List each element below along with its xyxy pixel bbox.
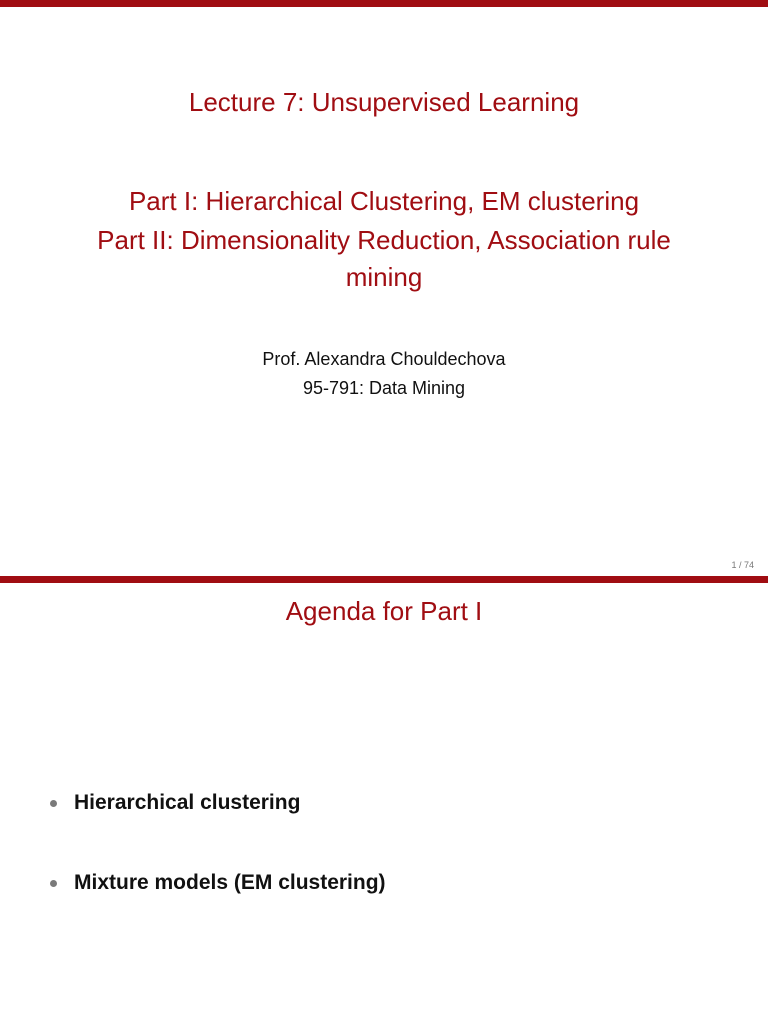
agenda-title: Agenda for Part I bbox=[285, 596, 483, 626]
bullet-item bbox=[50, 786, 300, 820]
slide-top-rule bbox=[0, 0, 768, 7]
bullet-dot-icon bbox=[50, 800, 57, 807]
subtitle-line-3: mining bbox=[345, 262, 423, 292]
page-number: 1 / 74 bbox=[731, 560, 754, 570]
slide-top-rule bbox=[0, 576, 768, 583]
agenda-slide bbox=[0, 576, 768, 1024]
course-name: 95-791: Data Mining bbox=[302, 378, 466, 398]
lecture-title: Lecture 7: Unsupervised Learning bbox=[188, 87, 580, 117]
author-name: Prof. Alexandra Chouldechova bbox=[262, 349, 506, 369]
bullet-item bbox=[50, 866, 386, 900]
subtitle-line-2: Part II: Dimensionality Reduction, Association rule bbox=[97, 225, 671, 255]
bullet-text: Mixture models (EM clustering) bbox=[74, 871, 386, 894]
bullet-dot-icon bbox=[50, 880, 57, 887]
bullet-text: Hierarchical clustering bbox=[74, 791, 301, 814]
subtitle-line-1: Part I: Hierarchical Clustering, EM clustering bbox=[128, 186, 640, 216]
